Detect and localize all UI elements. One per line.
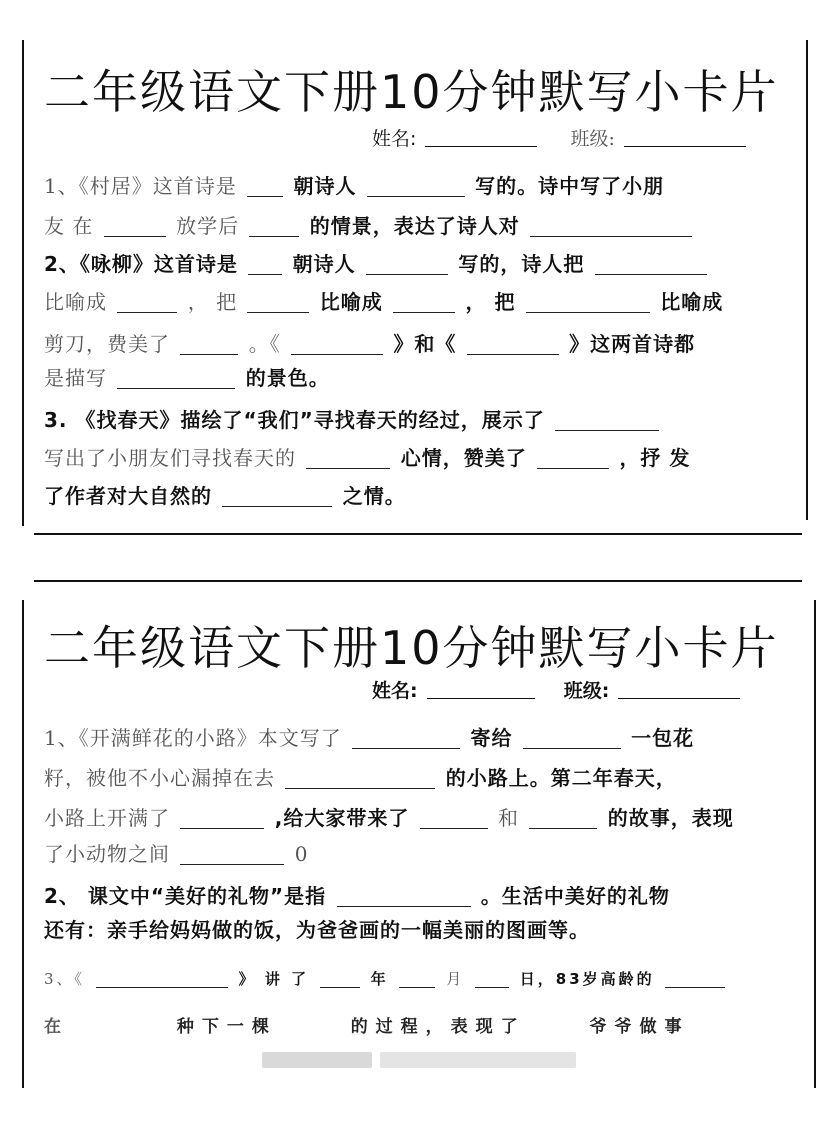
card1-q2-blank-9[interactable] — [117, 368, 235, 389]
card2-right-border — [814, 600, 816, 1088]
card2-q1-text-i: 的故事，表现 — [607, 806, 734, 830]
card1-q2-blank-5[interactable] — [526, 292, 650, 313]
card2-q1-blank-1[interactable] — [352, 728, 460, 749]
card1-name-field[interactable] — [425, 128, 537, 147]
card2-q1-text-b: 寄给 — [470, 726, 513, 750]
card2-q1-text-k: 0 — [294, 842, 309, 866]
card1-q2-text-a: 2、《咏柳》这首诗是 — [44, 252, 238, 276]
card1-q2-blank-8[interactable] — [467, 334, 559, 355]
card2-q1-text-f: 小路上开满了 — [44, 806, 170, 830]
card1-q2-blank-6[interactable] — [180, 334, 238, 355]
card2-class-field[interactable] — [618, 680, 740, 699]
card1-q3-blank-1[interactable] — [555, 410, 659, 431]
card2-q1-text-e: 的小路上。第二年春天， — [445, 766, 677, 790]
card2-q3-text-d: 月 — [446, 970, 465, 988]
card1-q2-blank-2[interactable] — [117, 292, 177, 313]
card1-q3-text-b: 写出了小朋友们寻找春天的 — [44, 446, 296, 470]
card1-class-label: 班级: — [570, 128, 615, 150]
card2-q1-text-j: 了小动物之间 — [44, 842, 170, 866]
watermark-strip-2 — [380, 1052, 576, 1068]
card2-q3-blank-title[interactable] — [96, 971, 228, 988]
card1-q2-line4 — [44, 362, 330, 391]
card1-q2-text-k: 》和《 — [393, 332, 457, 356]
card2-q2-blank-1[interactable] — [337, 886, 471, 907]
card2-q3-text-i: 爷爷做事 — [589, 1017, 690, 1037]
card1-q1-blank-3[interactable] — [530, 216, 692, 237]
card1-q3-text-a: 3. 《找春天》描绘了“我们”寻找春天的经过，展示了 — [44, 408, 545, 432]
card2-left-border — [22, 600, 24, 1088]
card1-name-row — [372, 124, 749, 151]
card2-q2-line1 — [44, 880, 670, 909]
card1-left-border — [22, 40, 24, 526]
card1-q1-blank-1[interactable] — [104, 216, 166, 237]
card1-q2-line2 — [44, 286, 723, 315]
card1-q1-blank-dynasty[interactable] — [247, 176, 283, 197]
card2-q3-blank-person[interactable] — [665, 971, 725, 988]
card1-q1-line2 — [44, 210, 695, 239]
card1-q3-blank-4[interactable] — [222, 486, 332, 507]
card2-q1-line3 — [44, 802, 734, 831]
card2-name-row — [372, 676, 743, 703]
card1-q2-text-b: 朝诗人 — [292, 252, 356, 276]
card2-q3-text-c: 年 — [370, 970, 389, 988]
card2-q1-text-a: 1、《开满鲜花的小路》本文写了 — [44, 726, 342, 750]
card2-q3-text-h: 的过程，表现了 — [350, 1017, 526, 1037]
card1-q1-blank-2[interactable] — [249, 216, 299, 237]
card2-q1-line1 — [44, 722, 694, 751]
card2-q3-text-b: 》 讲 了 — [238, 970, 310, 988]
watermark-strip-1 — [262, 1052, 372, 1068]
card2-q1-blank-3[interactable] — [285, 768, 435, 789]
card1-q1-line1 — [44, 170, 664, 199]
card1-title: 二年级语文下册10分钟默写小卡片 — [44, 65, 779, 119]
card1-q3-line1 — [44, 404, 662, 433]
card1-q2-text-e: ， 把 — [187, 290, 238, 314]
card1-q3-text-c: 心情，赞美了 — [400, 446, 527, 470]
card1-q2-blank-7[interactable] — [291, 334, 383, 355]
card1-q2-text-g: ， 把 — [465, 290, 516, 314]
card1-q2-blank-dynasty[interactable] — [248, 254, 282, 275]
card2-q3-blank-day[interactable] — [475, 971, 509, 988]
card1-q1-blank-poet[interactable] — [367, 176, 465, 197]
card1-q1-text-a: 1、《村居》这首诗是 — [44, 174, 237, 198]
card1-q2-text-m: 是描写 — [44, 366, 107, 390]
card1-q2-blank-1[interactable] — [595, 254, 707, 275]
card1-q1-text-c: 写的。诗中写了小朋 — [475, 174, 665, 198]
card2-q1-blank-2[interactable] — [523, 728, 621, 749]
card2-q2-text-c: 还有：亲手给妈妈做的饭，为爸爸画的一幅美丽的图画等。 — [44, 918, 590, 942]
card1-q3-line3 — [44, 480, 406, 509]
card2-q1-text-c: 一包花 — [631, 726, 695, 750]
card1-q2-line3 — [44, 328, 695, 357]
card2-title: 二年级语文下册10分钟默写小卡片 — [44, 621, 779, 675]
card2-class-label: 班级: — [563, 680, 610, 702]
card2-q3-blank-year[interactable] — [320, 971, 360, 988]
card1-q2-text-i: 剪刀，费美了 — [44, 332, 170, 356]
card1-q2-text-f: 比喻成 — [319, 290, 383, 314]
card2-q1-text-d: 籽，被他不小心漏掉在去 — [44, 766, 275, 790]
card1-q3-blank-3[interactable] — [537, 448, 609, 469]
card2-q1-text-h: 和 — [498, 806, 520, 830]
card2-name-field[interactable] — [427, 680, 535, 699]
card2-q1-blank-7[interactable] — [180, 844, 284, 865]
card1-q3-line2 — [44, 442, 690, 471]
card1-q2-line1 — [44, 248, 710, 277]
card1-q3-blank-2[interactable] — [306, 448, 390, 469]
card2-q3-line2-cut — [44, 1012, 690, 1037]
card1-q2-text-l: 》这两首诗都 — [569, 332, 696, 356]
card2-q1-blank-6[interactable] — [529, 808, 597, 829]
card1-q2-blank-4[interactable] — [393, 292, 455, 313]
card1-q1-text-b: 朝诗人 — [293, 174, 357, 198]
card2-q2-line2 — [44, 914, 590, 943]
card2-q3-line1 — [44, 968, 728, 989]
card1-name-label: 姓名: — [372, 128, 417, 150]
card2-q1-blank-4[interactable] — [180, 808, 264, 829]
card1-right-border — [806, 40, 808, 520]
card2-q3-blank-month[interactable] — [399, 971, 435, 988]
card1-q2-text-n: 的景色。 — [245, 366, 330, 390]
card1-q1-text-e: 放学后 — [176, 214, 240, 238]
card1-q2-text-d: 比喻成 — [44, 290, 107, 314]
card1-q2-blank-poet[interactable] — [366, 254, 448, 275]
card2-q2-text-a: 2、 课文中“美好的礼物”是指 — [44, 884, 327, 908]
card1-bottom-border — [34, 533, 802, 535]
card1-q3-text-f: 之情。 — [342, 484, 406, 508]
card2-q1-line4 — [44, 838, 308, 867]
card2-q1-blank-5[interactable] — [420, 808, 488, 829]
card1-q3-text-d: ，抒 发 — [619, 446, 691, 470]
card2-q3-text-g: 种下一棵 — [176, 1017, 277, 1037]
card2-q1-text-g: ,给大家带来了 — [274, 806, 410, 830]
card2-name-label: 姓名: — [372, 680, 418, 702]
card1-q1-text-d: 友 在 — [44, 214, 94, 238]
card2-q3-text-a: 3、《 — [44, 970, 86, 988]
card1-q2-blank-3[interactable] — [247, 292, 309, 313]
card1-q3-text-e: 了作者对大自然的 — [44, 484, 212, 508]
card2-q2-text-b: 。生活中美好的礼物 — [480, 884, 670, 908]
card2-top-border — [34, 580, 802, 582]
card1-q2-text-h: 比喻成 — [660, 290, 724, 314]
card2-q3-text-e: 日，83岁高龄的 — [519, 970, 655, 988]
card1-q2-text-c: 写的，诗人把 — [458, 252, 585, 276]
card2-q1-line2 — [44, 762, 677, 791]
card1-class-field[interactable] — [624, 128, 746, 147]
card2-q3-text-f: 在 — [44, 1017, 69, 1037]
card1-q2-text-j: 。《 — [248, 332, 281, 356]
card1-q1-text-f: 的情景，表达了诗人对 — [309, 214, 520, 238]
